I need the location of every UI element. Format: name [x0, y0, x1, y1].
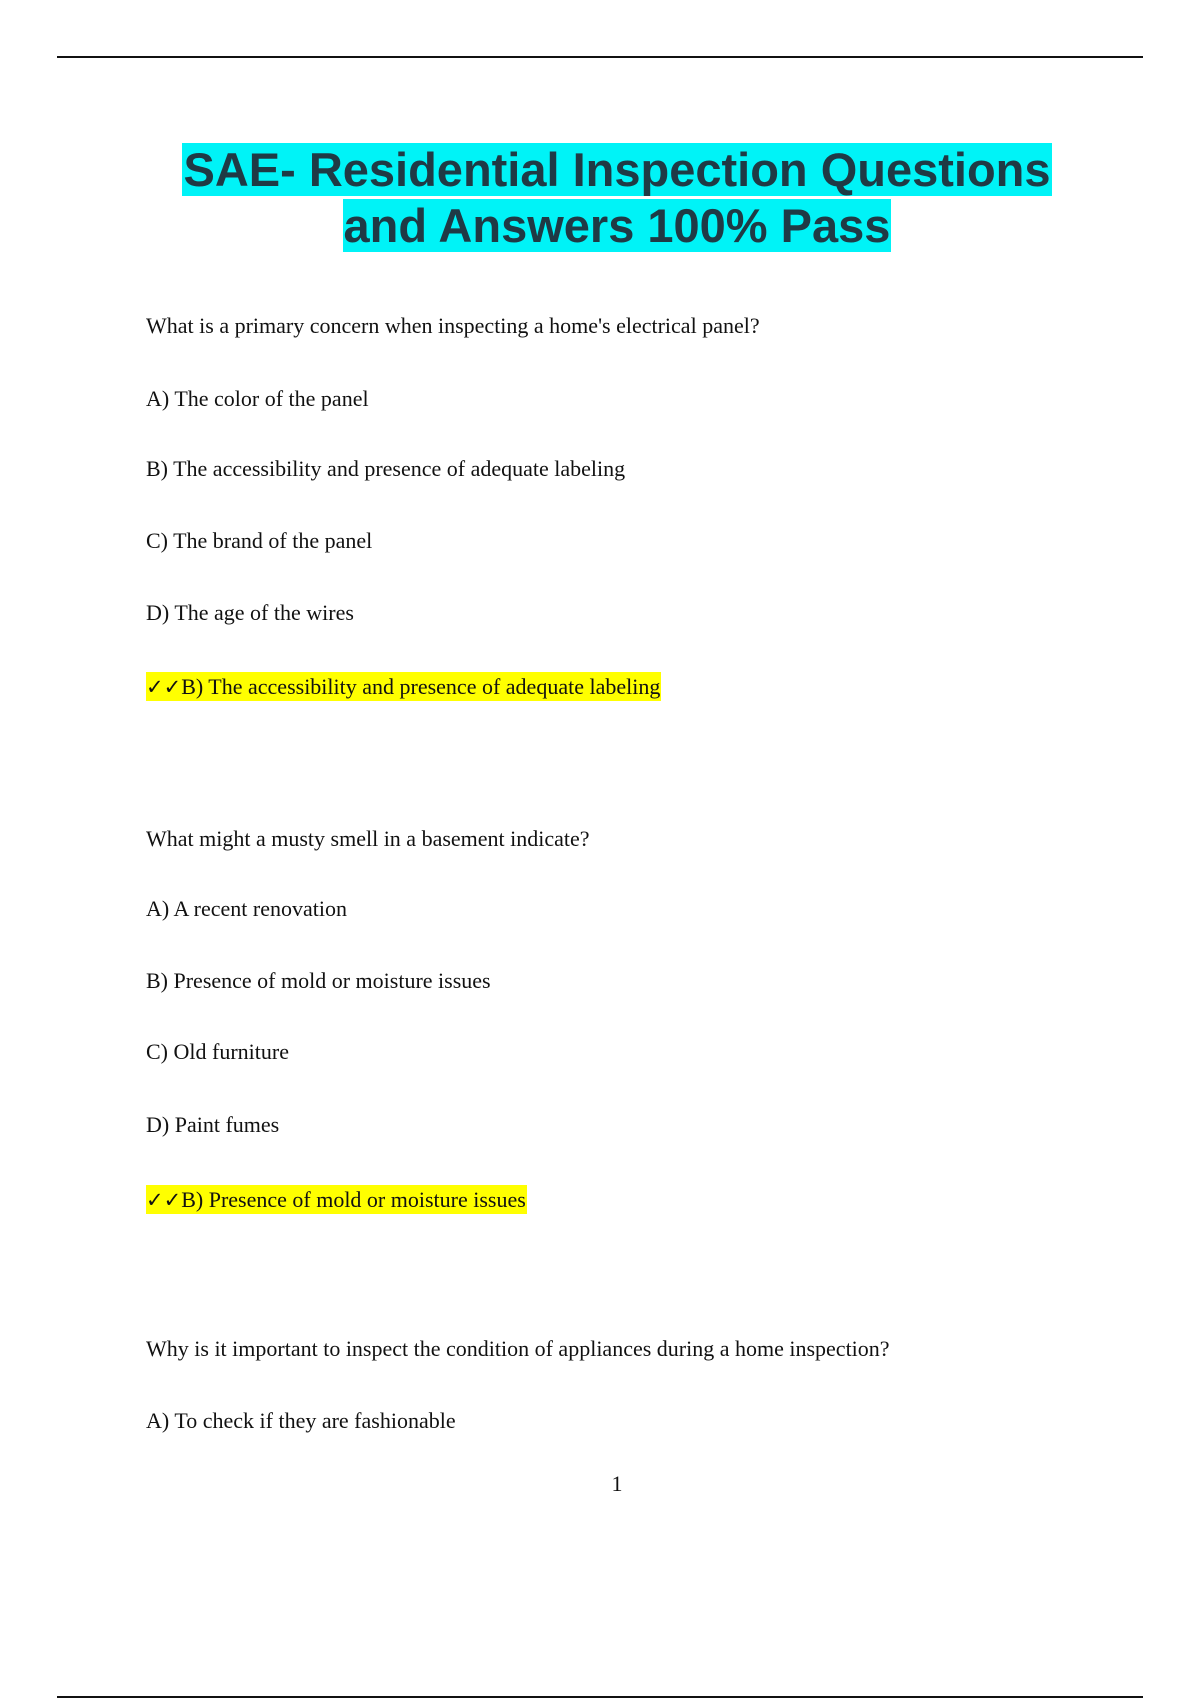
question-2-option-b: B) Presence of mold or moisture issues — [146, 968, 491, 993]
question-2-answer — [146, 1186, 527, 1214]
page-number: 1 — [611, 1471, 623, 1496]
question-2-option-c: C) Old furniture — [146, 1039, 289, 1064]
question-2-option-a: A) A recent renovation — [146, 896, 347, 921]
title-line-2: and Answers 100% Pass — [343, 199, 891, 252]
double-check-icon: ✓✓ — [146, 1188, 182, 1212]
question-1-option-c: C) The brand of the panel — [146, 528, 373, 553]
question-1-option-d: D) The age of the wires — [146, 600, 354, 625]
question-1-option-b: B) The accessibility and presence of adequate labeling — [146, 456, 626, 481]
question-2-answer-text: B) Presence of mold or moisture issues — [181, 1187, 526, 1212]
header-rule — [57, 56, 1143, 58]
footer-rule — [57, 1696, 1143, 1698]
document-title — [0, 142, 1200, 254]
question-3-option-a: A) To check if they are fashionable — [146, 1408, 456, 1433]
question-2-option-d: D) Paint fumes — [146, 1112, 280, 1137]
question-1: What is a primary concern when inspecting a home's electrical panel? — [146, 313, 760, 338]
question-1-answer-text: B) The accessibility and presence of adequate labeling — [181, 674, 661, 699]
title-line-1: SAE- Residential Inspection Questions — [183, 143, 1051, 196]
question-1-answer — [146, 673, 661, 701]
question-3: Why is it important to inspect the condition of appliances during a home inspection? — [146, 1336, 890, 1361]
question-1-option-a: A) The color of the panel — [146, 386, 369, 411]
double-check-icon: ✓✓ — [146, 675, 182, 699]
question-2: What might a musty smell in a basement indicate? — [146, 826, 590, 851]
